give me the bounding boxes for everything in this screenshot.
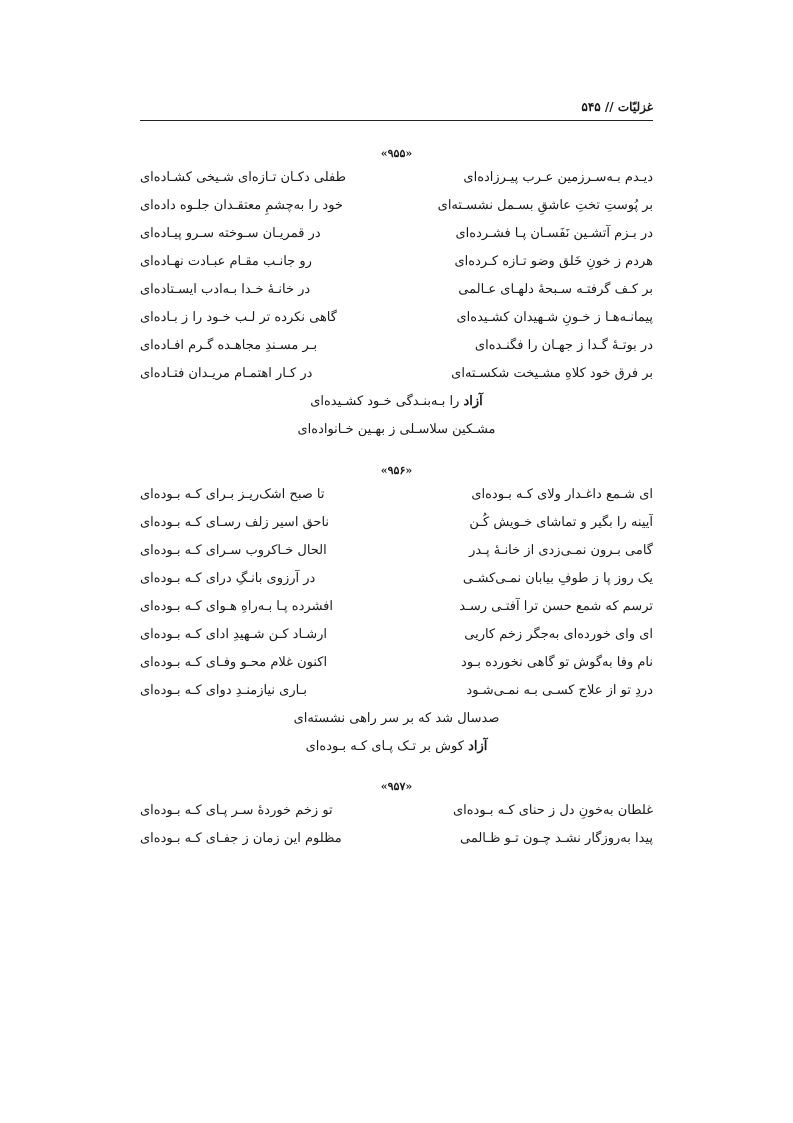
closing-line — [140, 416, 653, 444]
first-hemistich: گامی بـرون نمـی‌زدی از خانـهٔ پـدر — [469, 543, 653, 558]
second-hemistich: در خانـهٔ خـدا بـه‌ادب ایسـتاده‌ای — [140, 282, 311, 297]
first-hemistich: بر کـف گرفتـه سـبحهٔ دلهـای عـالمی — [458, 282, 653, 297]
second-hemistich: طفلی دکـان تـازه‌ای شـیخی کشـاده‌ای — [140, 170, 346, 185]
second-hemistich: در کـار اهتمـام مریـدان فتـاده‌ای — [140, 366, 313, 381]
second-hemistich: ناحق اسیر زلف رسـای کـه بـوده‌ای — [140, 515, 330, 530]
closing-line — [140, 705, 653, 733]
couplet — [140, 276, 653, 304]
poem-957 — [140, 777, 653, 853]
second-hemistich: مظلوم این زمان ز جفـای کـه بـوده‌ای — [140, 831, 342, 846]
first-hemistich: پیدا به‌روزگار نشـد چـون تـو ظـالمی — [459, 831, 653, 846]
poem-number: «۹۵۷» — [380, 780, 413, 793]
first-hemistich: پیمانـه‌هـا ز خـونِ شـهیدان کشـیده‌ای — [456, 310, 653, 325]
second-hemistich: در آرزوی بانـگِ درای کـه بـوده‌ای — [140, 571, 316, 586]
poem-956 — [140, 461, 653, 761]
first-hemistich: یک روز پا ز طوفِ بیابان نمـی‌کشـی — [462, 571, 653, 586]
first-hemistich: بر فرق خود کلاهِ مشـیخت شکسـته‌ای — [451, 366, 653, 381]
first-hemistich: در بـزم آتشـین نَفَسـان پـا فشـرده‌ای — [455, 226, 653, 241]
first-hemistich: دردِ تو از علاج کسـی بـه نمـی‌شـود — [466, 683, 653, 698]
running-header: غزلیّات // ۵۴۵ — [581, 100, 653, 114]
closing-text: صدسال شد که بر سر راهی نشسته‌ای — [293, 711, 500, 726]
second-hemistich: تو زخم خوردهٔ سـر پـای کـه بـوده‌ای — [140, 803, 333, 818]
first-hemistich: ای وای خورده‌ای به‌جگر زخم کاریی — [464, 627, 653, 642]
poem-number: «۹۵۶» — [380, 464, 413, 477]
first-hemistich: بر پُوستِ تختِ عاشقِ بسـمل نشسـته‌ای — [437, 198, 653, 213]
first-hemistich: غلطان به‌خونِ دل ز حنای کـه بـوده‌ای — [452, 803, 653, 818]
closing-text: کوش بر تـک پـای کـه بـوده‌ای — [305, 739, 469, 754]
couplet — [140, 677, 653, 705]
couplet — [140, 825, 653, 853]
second-hemistich: گاهی نکرده تر لـب خـود را ز بـاده‌ای — [140, 310, 337, 325]
couplet — [140, 649, 653, 677]
header-divider — [140, 120, 653, 121]
couplet — [140, 248, 653, 276]
poem-number: «۹۵۵» — [380, 147, 413, 160]
couplet — [140, 220, 653, 248]
second-hemistich: بـر مسـندِ مجاهـده گـرم افـاده‌ای — [140, 338, 318, 353]
closing-text: مشـکین سلاسـلی ز بهـین خـانواده‌ای — [297, 422, 496, 437]
poet-name: آزاد — [463, 394, 483, 409]
couplet — [140, 360, 653, 388]
first-hemistich: ای شـمع داغـدار ولای کـه بـوده‌ای — [471, 487, 653, 502]
couplet — [140, 509, 653, 537]
second-hemistich: اکنون غلام محـو وفـای کـه بـوده‌ای — [140, 655, 328, 670]
couplet — [140, 192, 653, 220]
poem-955 — [140, 144, 653, 444]
first-hemistich: ترسم که شمع حسن ترا آفتـی رسـد — [459, 599, 653, 614]
couplet — [140, 593, 653, 621]
couplet — [140, 164, 653, 192]
first-hemistich: دیـدم بـه‌سـرزمین عـرب پیـرزاده‌ای — [463, 170, 653, 185]
couplet — [140, 332, 653, 360]
first-hemistich: در بوتـهٔ گـدا ز جهـان را فگنـده‌ای — [474, 338, 653, 353]
closing-line — [140, 388, 653, 416]
second-hemistich: ارشـاد کـن شـهیدِ ادای کـه بـوده‌ای — [140, 627, 328, 642]
second-hemistich: رو جانـب مقـام عبـادت نهـاده‌ای — [140, 254, 312, 269]
couplet — [140, 621, 653, 649]
second-hemistich: خود را به‌چشمِ معتقـدان جلـوه داده‌ای — [140, 198, 343, 213]
couplet — [140, 797, 653, 825]
couplet — [140, 565, 653, 593]
first-hemistich: آیینه را بگیر و تماشای خـویش کُـن — [469, 515, 653, 530]
second-hemistich: افشرده پـا بـه‌راهِ هـوای کـه بـوده‌ای — [140, 599, 334, 614]
first-hemistich: نام وفا به‌گوش تو گاهی نخورده بـود — [461, 655, 653, 670]
second-hemistich: تا صبح اشک‌ریـز بـرای کـه بـوده‌ای — [140, 487, 325, 502]
second-hemistich: بـاری نیازمنـدِ دوای کـه بـوده‌ای — [140, 683, 308, 698]
closing-text: را بـه‌بنـدگی خـود کشـیده‌ای — [310, 394, 464, 409]
second-hemistich: الحال خـاکروب سـرای کـه بـوده‌ای — [140, 543, 327, 558]
couplet — [140, 481, 653, 509]
closing-line — [140, 733, 653, 761]
first-hemistich: هردم ز خونِ خَلق وضو تـازه کـرده‌ای — [454, 254, 653, 269]
couplet — [140, 537, 653, 565]
couplet — [140, 304, 653, 332]
second-hemistich: در قمریـان سـوخته سـرو پیـاده‌ای — [140, 226, 321, 241]
poet-name: آزاد — [468, 739, 488, 754]
